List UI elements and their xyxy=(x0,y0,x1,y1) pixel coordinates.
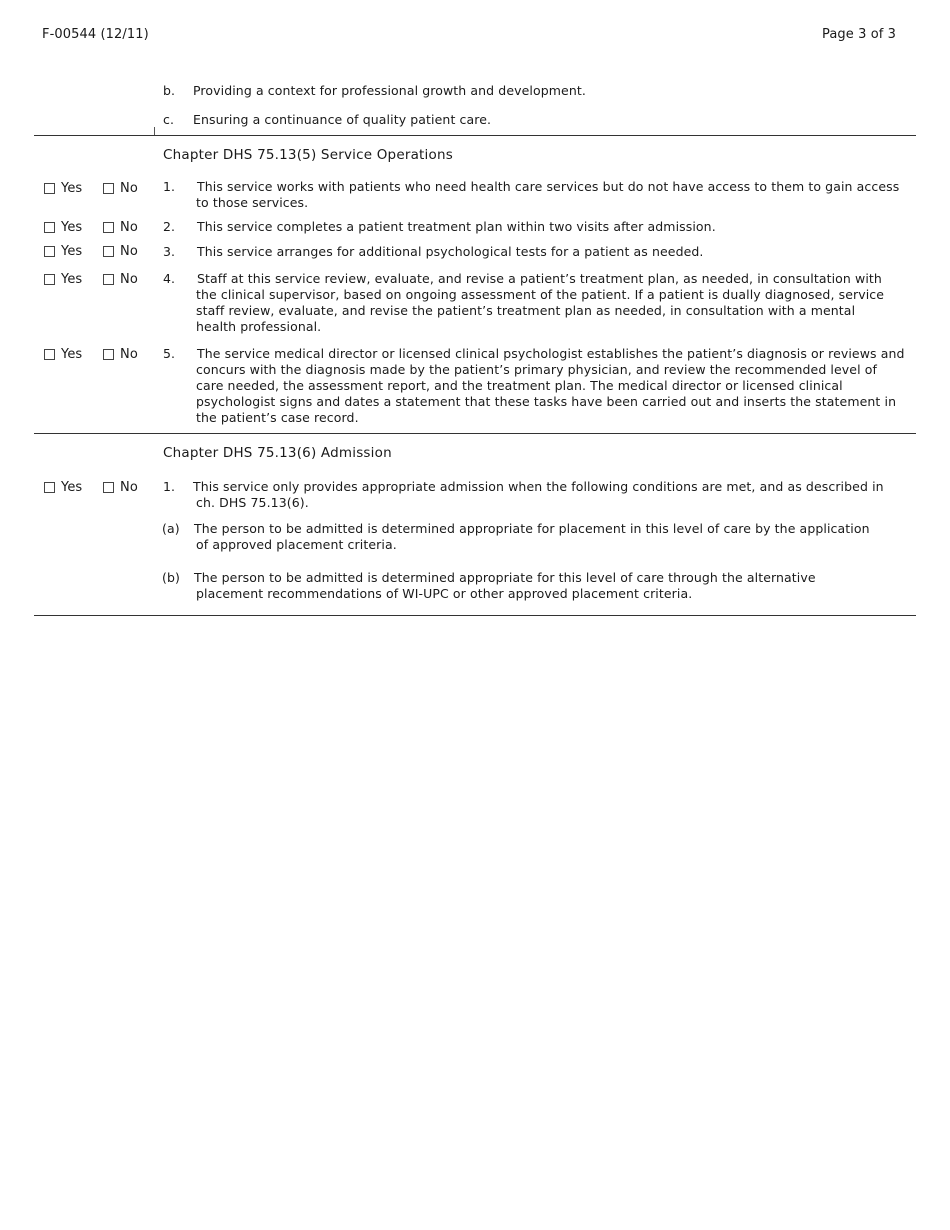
item-marker: 1. xyxy=(163,179,176,194)
section-divider xyxy=(34,615,916,616)
item-text: This service completes a patient treatment plan within two visits after admission. xyxy=(197,219,716,234)
yes-checkbox[interactable] xyxy=(44,482,55,493)
form-number: F-00544 (12/11) xyxy=(42,27,149,42)
no-label: No xyxy=(120,243,138,259)
yes-label: Yes xyxy=(61,346,83,362)
continued-item-marker: c. xyxy=(163,112,175,127)
section-title-admission: Chapter DHS 75.13(6) Admission xyxy=(163,445,392,461)
no-label: No xyxy=(120,479,138,495)
no-label: No xyxy=(120,346,138,362)
continued-item-text: Ensuring a continuance of quality patient care. xyxy=(193,112,492,127)
subitem-marker: (b) xyxy=(162,570,180,585)
continued-item-marker: b. xyxy=(163,83,176,98)
item-marker: 2. xyxy=(163,219,176,234)
no-label: No xyxy=(120,180,138,196)
item-text: This service only provides appropriate admission when the following conditions are met, and as described in ch. DHS 75.13(6). xyxy=(193,479,884,510)
no-checkbox[interactable] xyxy=(103,482,114,493)
yes-checkbox[interactable] xyxy=(44,349,55,360)
yes-option[interactable] xyxy=(44,244,82,258)
yes-checkbox[interactable] xyxy=(44,274,55,285)
no-checkbox[interactable] xyxy=(103,349,114,360)
item-text: This service works with patients who need health care services but do not have access to them to gain access to those services. xyxy=(196,179,900,210)
no-checkbox[interactable] xyxy=(103,222,114,233)
yes-label: Yes xyxy=(61,180,83,196)
section-title-service-operations: Chapter DHS 75.13(5) Service Operations xyxy=(163,147,453,163)
yes-label: Yes xyxy=(61,243,83,259)
yes-option[interactable] xyxy=(44,272,82,286)
no-option[interactable] xyxy=(103,244,138,258)
section-divider xyxy=(34,135,916,136)
yes-label: Yes xyxy=(61,479,83,495)
item-marker: 5. xyxy=(163,346,176,361)
no-option[interactable] xyxy=(103,347,138,361)
subitem-text: The person to be admitted is determined appropriate for this level of care through the alternative placement recommendations of WI-UPC or other approved placement criteria. xyxy=(194,570,816,601)
column-divider xyxy=(154,127,155,135)
yes-option[interactable] xyxy=(44,181,82,195)
no-checkbox[interactable] xyxy=(103,274,114,285)
item-marker: 3. xyxy=(163,244,176,259)
section-divider xyxy=(34,433,916,434)
item-text: The service medical director or licensed clinical psychologist establishes the patient’s diagnosis or reviews and concurs with the diagnosis made by the patient’s primary physician, and review the recommended level of care needed, the assessment report, and the treatment plan. The medical director or licensed clinical psychologist signs and dates a statement that these tasks have been carried out and inserts the statement in the patient’s case record. xyxy=(196,346,905,425)
subitem-marker: (a) xyxy=(162,521,180,536)
no-option[interactable] xyxy=(103,220,138,234)
item-marker: 4. xyxy=(163,271,176,286)
yes-label: Yes xyxy=(61,219,83,235)
item-text: This service arranges for additional psychological tests for a patient as needed. xyxy=(197,244,704,259)
no-option[interactable] xyxy=(103,480,138,494)
no-label: No xyxy=(120,219,138,235)
yes-checkbox[interactable] xyxy=(44,222,55,233)
yes-option[interactable] xyxy=(44,480,82,494)
subitem-text: The person to be admitted is determined appropriate for placement in this level of care by the application of approved placement criteria. xyxy=(194,521,870,552)
yes-checkbox[interactable] xyxy=(44,183,55,194)
yes-option[interactable] xyxy=(44,220,82,234)
no-checkbox[interactable] xyxy=(103,183,114,194)
yes-label: Yes xyxy=(61,271,83,287)
no-checkbox[interactable] xyxy=(103,246,114,257)
no-option[interactable] xyxy=(103,181,138,195)
item-marker: 1. xyxy=(163,479,176,494)
no-label: No xyxy=(120,271,138,287)
no-option[interactable] xyxy=(103,272,138,286)
item-text: Staff at this service review, evaluate, and revise a patient’s treatment plan, as needed, in consultation with the clinical supervisor, based on ongoing assessment of the patient. If a patient is dually diagnosed, service staff review, evaluate, and revise the patient’s treatment plan as needed, in consultation with a mental health professional. xyxy=(196,271,885,334)
yes-option[interactable] xyxy=(44,347,82,361)
yes-checkbox[interactable] xyxy=(44,246,55,257)
continued-item-text: Providing a context for professional growth and development. xyxy=(193,83,586,98)
page-number: Page 3 of 3 xyxy=(822,27,897,42)
